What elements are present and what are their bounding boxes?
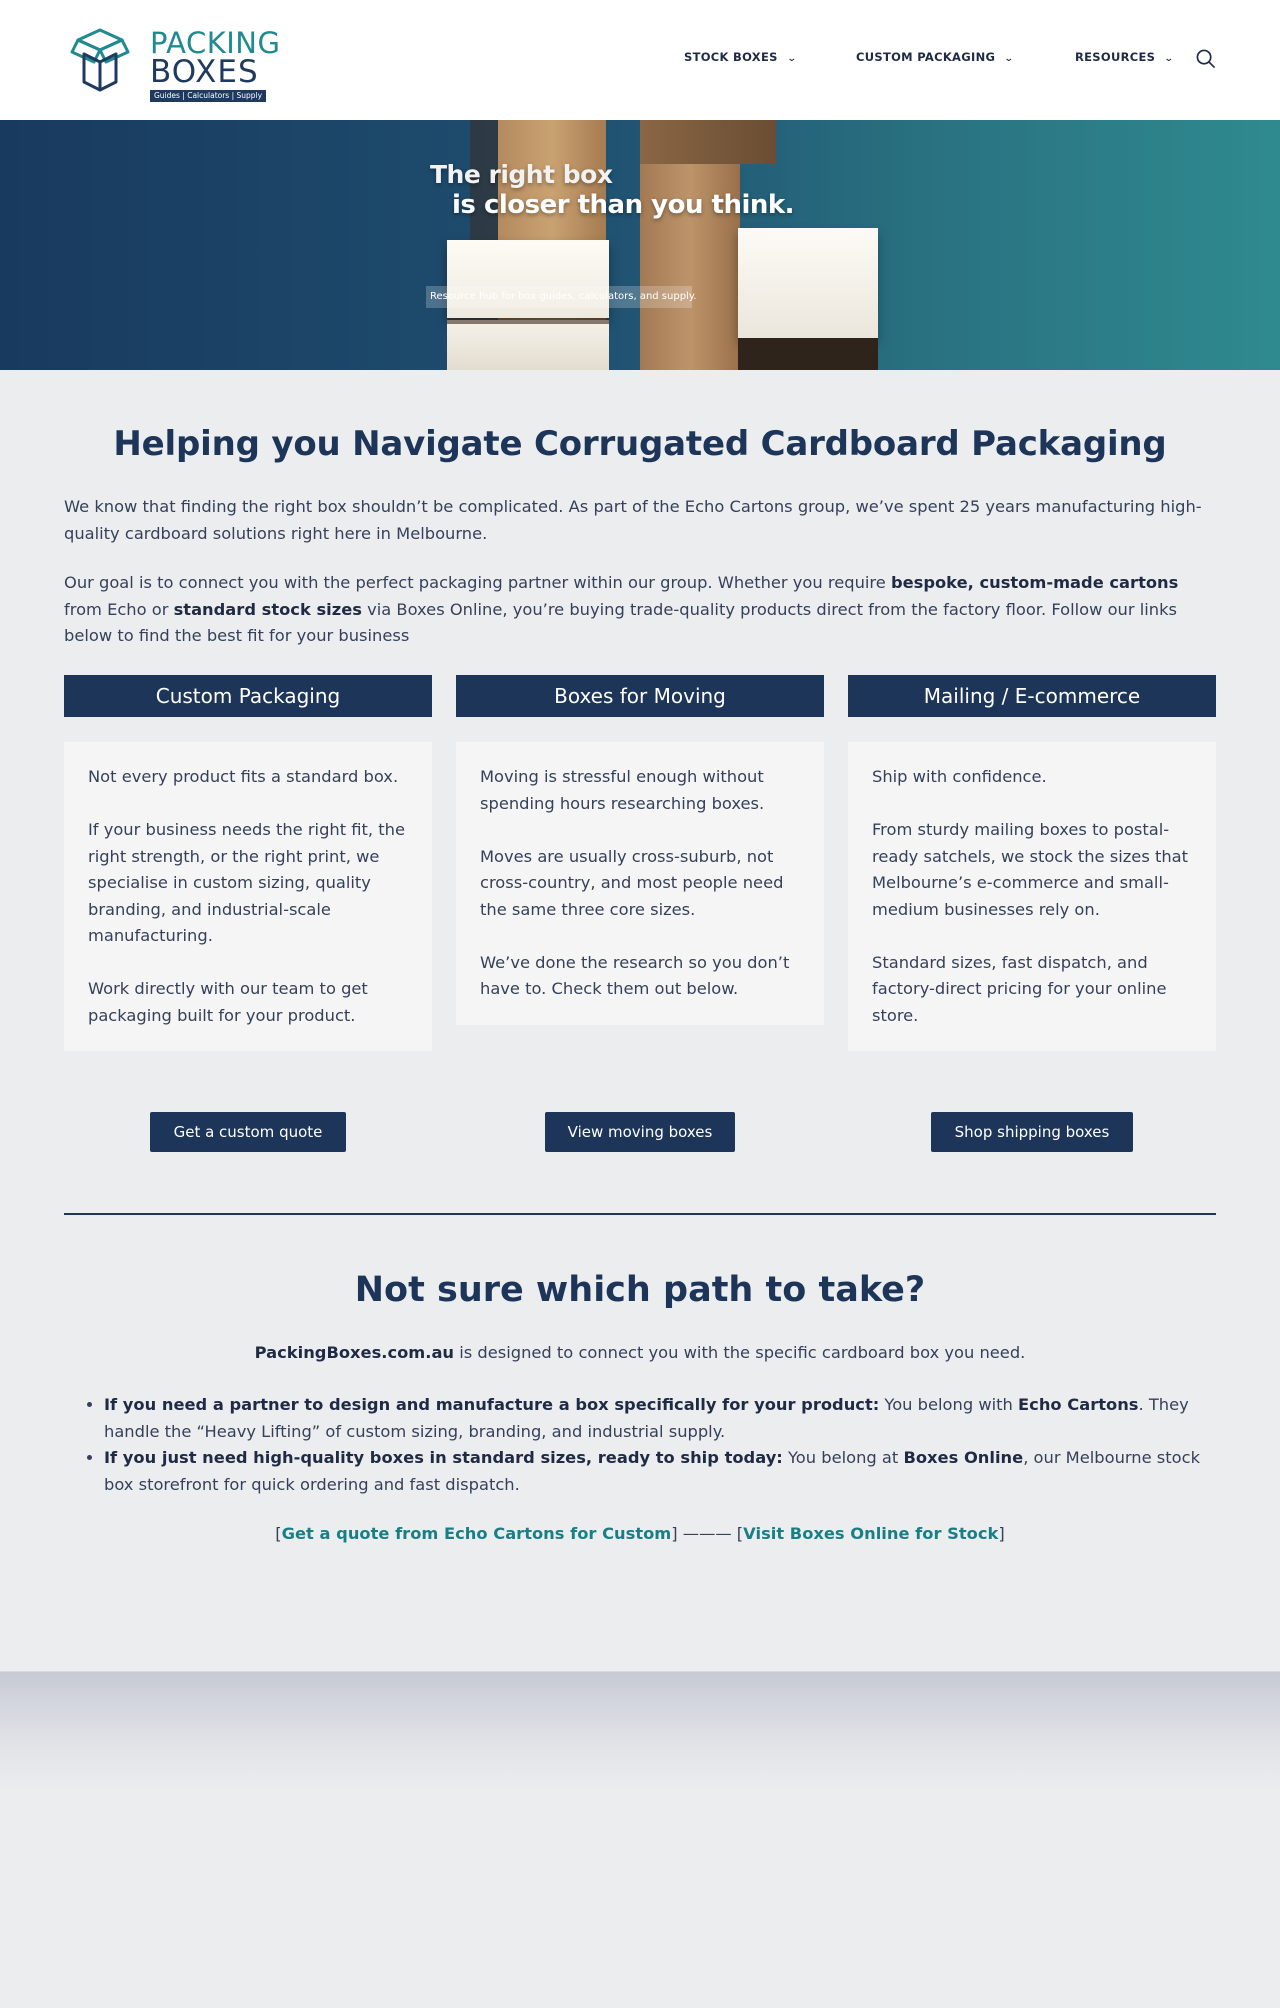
nav-label: CUSTOM PACKAGING [856, 50, 996, 64]
boxes-online-stock-link[interactable]: Visit Boxes Online for Stock [743, 1524, 999, 1543]
goal-text-3: via Boxes Online, you’re buying trade-quality products direct from the factory floor. Follow our links below to find the best fit for your business [64, 599, 1178, 645]
hero-headline-line2: is closer than you think. [452, 190, 795, 220]
site-logo[interactable] [70, 24, 281, 100]
card-paragraph: Standard sizes, fast dispatch, and factory-direct pricing for your online store. [872, 952, 1167, 1025]
hero-box-white-left-bottom [447, 320, 609, 370]
logo-tagline: Guides | Calculators | Supply [150, 90, 266, 102]
shop-shipping-boxes-button[interactable]: Shop shipping boxes [931, 1112, 1133, 1152]
section-divider [64, 1213, 1216, 1215]
nav-item-resources[interactable] [1075, 50, 1173, 64]
bullet-text: . They handle the “Heavy Lifting” of custom sizing, branding, and industrial supply. [104, 1395, 1189, 1441]
site-name: PackingBoxes.com.au [254, 1343, 455, 1362]
bullet-text: You belong at [782, 1448, 904, 1467]
get-custom-quote-button[interactable]: Get a custom quote [150, 1112, 346, 1152]
path-intro-text: is designed to connect you with the specific cardboard box you need. [454, 1343, 1026, 1362]
view-moving-boxes-button[interactable]: View moving boxes [545, 1112, 735, 1152]
nav-item-custom-packaging[interactable] [856, 50, 1013, 64]
nav-label: RESOURCES [1075, 50, 1156, 64]
goal-paragraph [64, 570, 1216, 650]
goal-text-2: from Echo or [64, 599, 174, 619]
chevron-down-icon: ⌄ [1004, 54, 1015, 64]
footer-shadow [0, 1672, 1280, 1792]
links-separator: ] ——— [ [671, 1524, 744, 1543]
bullet-text: , our Melbourne stock box storefront for quick ordering and fast dispatch. [104, 1448, 1201, 1494]
bullet-lead: If you just need high-quality boxes in standard sizes, ready to ship today: [104, 1448, 783, 1467]
column-heading-boxes-for-moving: Boxes for Moving [456, 675, 824, 717]
search-icon[interactable] [1196, 49, 1215, 68]
logo-word-packing: PACKING [150, 26, 281, 60]
goal-bold-stock: standard stock sizes [173, 599, 362, 619]
hero-banner [0, 120, 1280, 370]
goal-text-1: Our goal is to connect you with the perfect packaging partner within our group. Whether you require [64, 573, 891, 592]
hero-box-shadow-left [447, 318, 609, 324]
bullet-brand: Boxes Online [903, 1448, 1024, 1467]
logo-word-boxes: BOXES [150, 54, 259, 90]
echo-cartons-quote-link[interactable]: Get a quote from Echo Cartons for Custom [281, 1524, 672, 1543]
chevron-down-icon: ⌄ [1164, 54, 1175, 64]
card-paragraph: From sturdy mailing boxes to postal-ready satchels, we stock the sizes that Melbourne’s e-commerce and small-medium businesses rely on. [872, 820, 1189, 919]
box-logo-icon [70, 24, 144, 94]
path-options-list [104, 1392, 1214, 1498]
path-section-title: Not sure which path to take? [354, 1270, 926, 1310]
list-item [104, 1392, 1214, 1445]
bullet-lead: If you need a partner to design and manufacture a box specifically for your product: [104, 1395, 880, 1414]
chevron-down-icon: ⌄ [786, 54, 797, 64]
nav-item-stock-boxes[interactable] [684, 50, 796, 64]
card-paragraph: If your business needs the right fit, the right strength, or the right print, we specialise in custom sizing, quality branding, and industrial-scale manufacturing. [88, 820, 406, 945]
site-header [0, 0, 1280, 120]
page-title: Helping you Navigate Corrugated Cardboard Packaging [113, 424, 1167, 464]
path-intro [64, 1340, 1216, 1366]
column-heading-mailing-ecommerce: Mailing / E-commerce [848, 675, 1216, 717]
hero-box-tall-center-dark [640, 120, 776, 164]
card-paragraph: Moving is stressful enough without spending hours researching boxes. [480, 767, 765, 813]
card-boxes-for-moving [456, 742, 824, 1025]
hero-subtitle: Resource hub for box guides, calculators, and supply. [426, 286, 692, 308]
goal-bold-custom: bespoke, custom-made cartons [890, 573, 1179, 592]
hero-box-white-right [738, 228, 878, 338]
card-paragraph: Ship with confidence. [872, 767, 1047, 786]
bullet-brand: Echo Cartons [1018, 1395, 1139, 1414]
column-heading-custom-packaging: Custom Packaging [64, 675, 432, 717]
bullet-text: You belong with [879, 1395, 1019, 1414]
card-mailing-ecommerce [848, 742, 1216, 1051]
hero-headline-line1: The right box [430, 160, 613, 189]
hero-box-dark-right [738, 338, 878, 370]
nav-label: STOCK BOXES [684, 50, 778, 64]
card-paragraph: Not every product fits a standard box. [88, 767, 399, 786]
card-custom-packaging [64, 742, 432, 1051]
card-paragraph: Work directly with our team to get packaging built for your product. [88, 979, 368, 1025]
intro-paragraph: We know that finding the right box shouldn’t be complicated. As part of the Echo Cartons group, we’ve spent 25 years manufacturing high-quality cardboard solutions right here in Melbourne. [64, 497, 1202, 543]
card-paragraph: We’ve done the research so you don’t have to. Check them out below. [480, 952, 790, 998]
list-item [104, 1445, 1214, 1498]
card-paragraph: Moves are usually cross-suburb, not cross-country, and most people need the same three core sizes. [480, 846, 784, 919]
path-links: [Get a quote from Echo Cartons for Custom] ——— [Visit Boxes Online for Stock] [275, 1524, 1005, 1543]
